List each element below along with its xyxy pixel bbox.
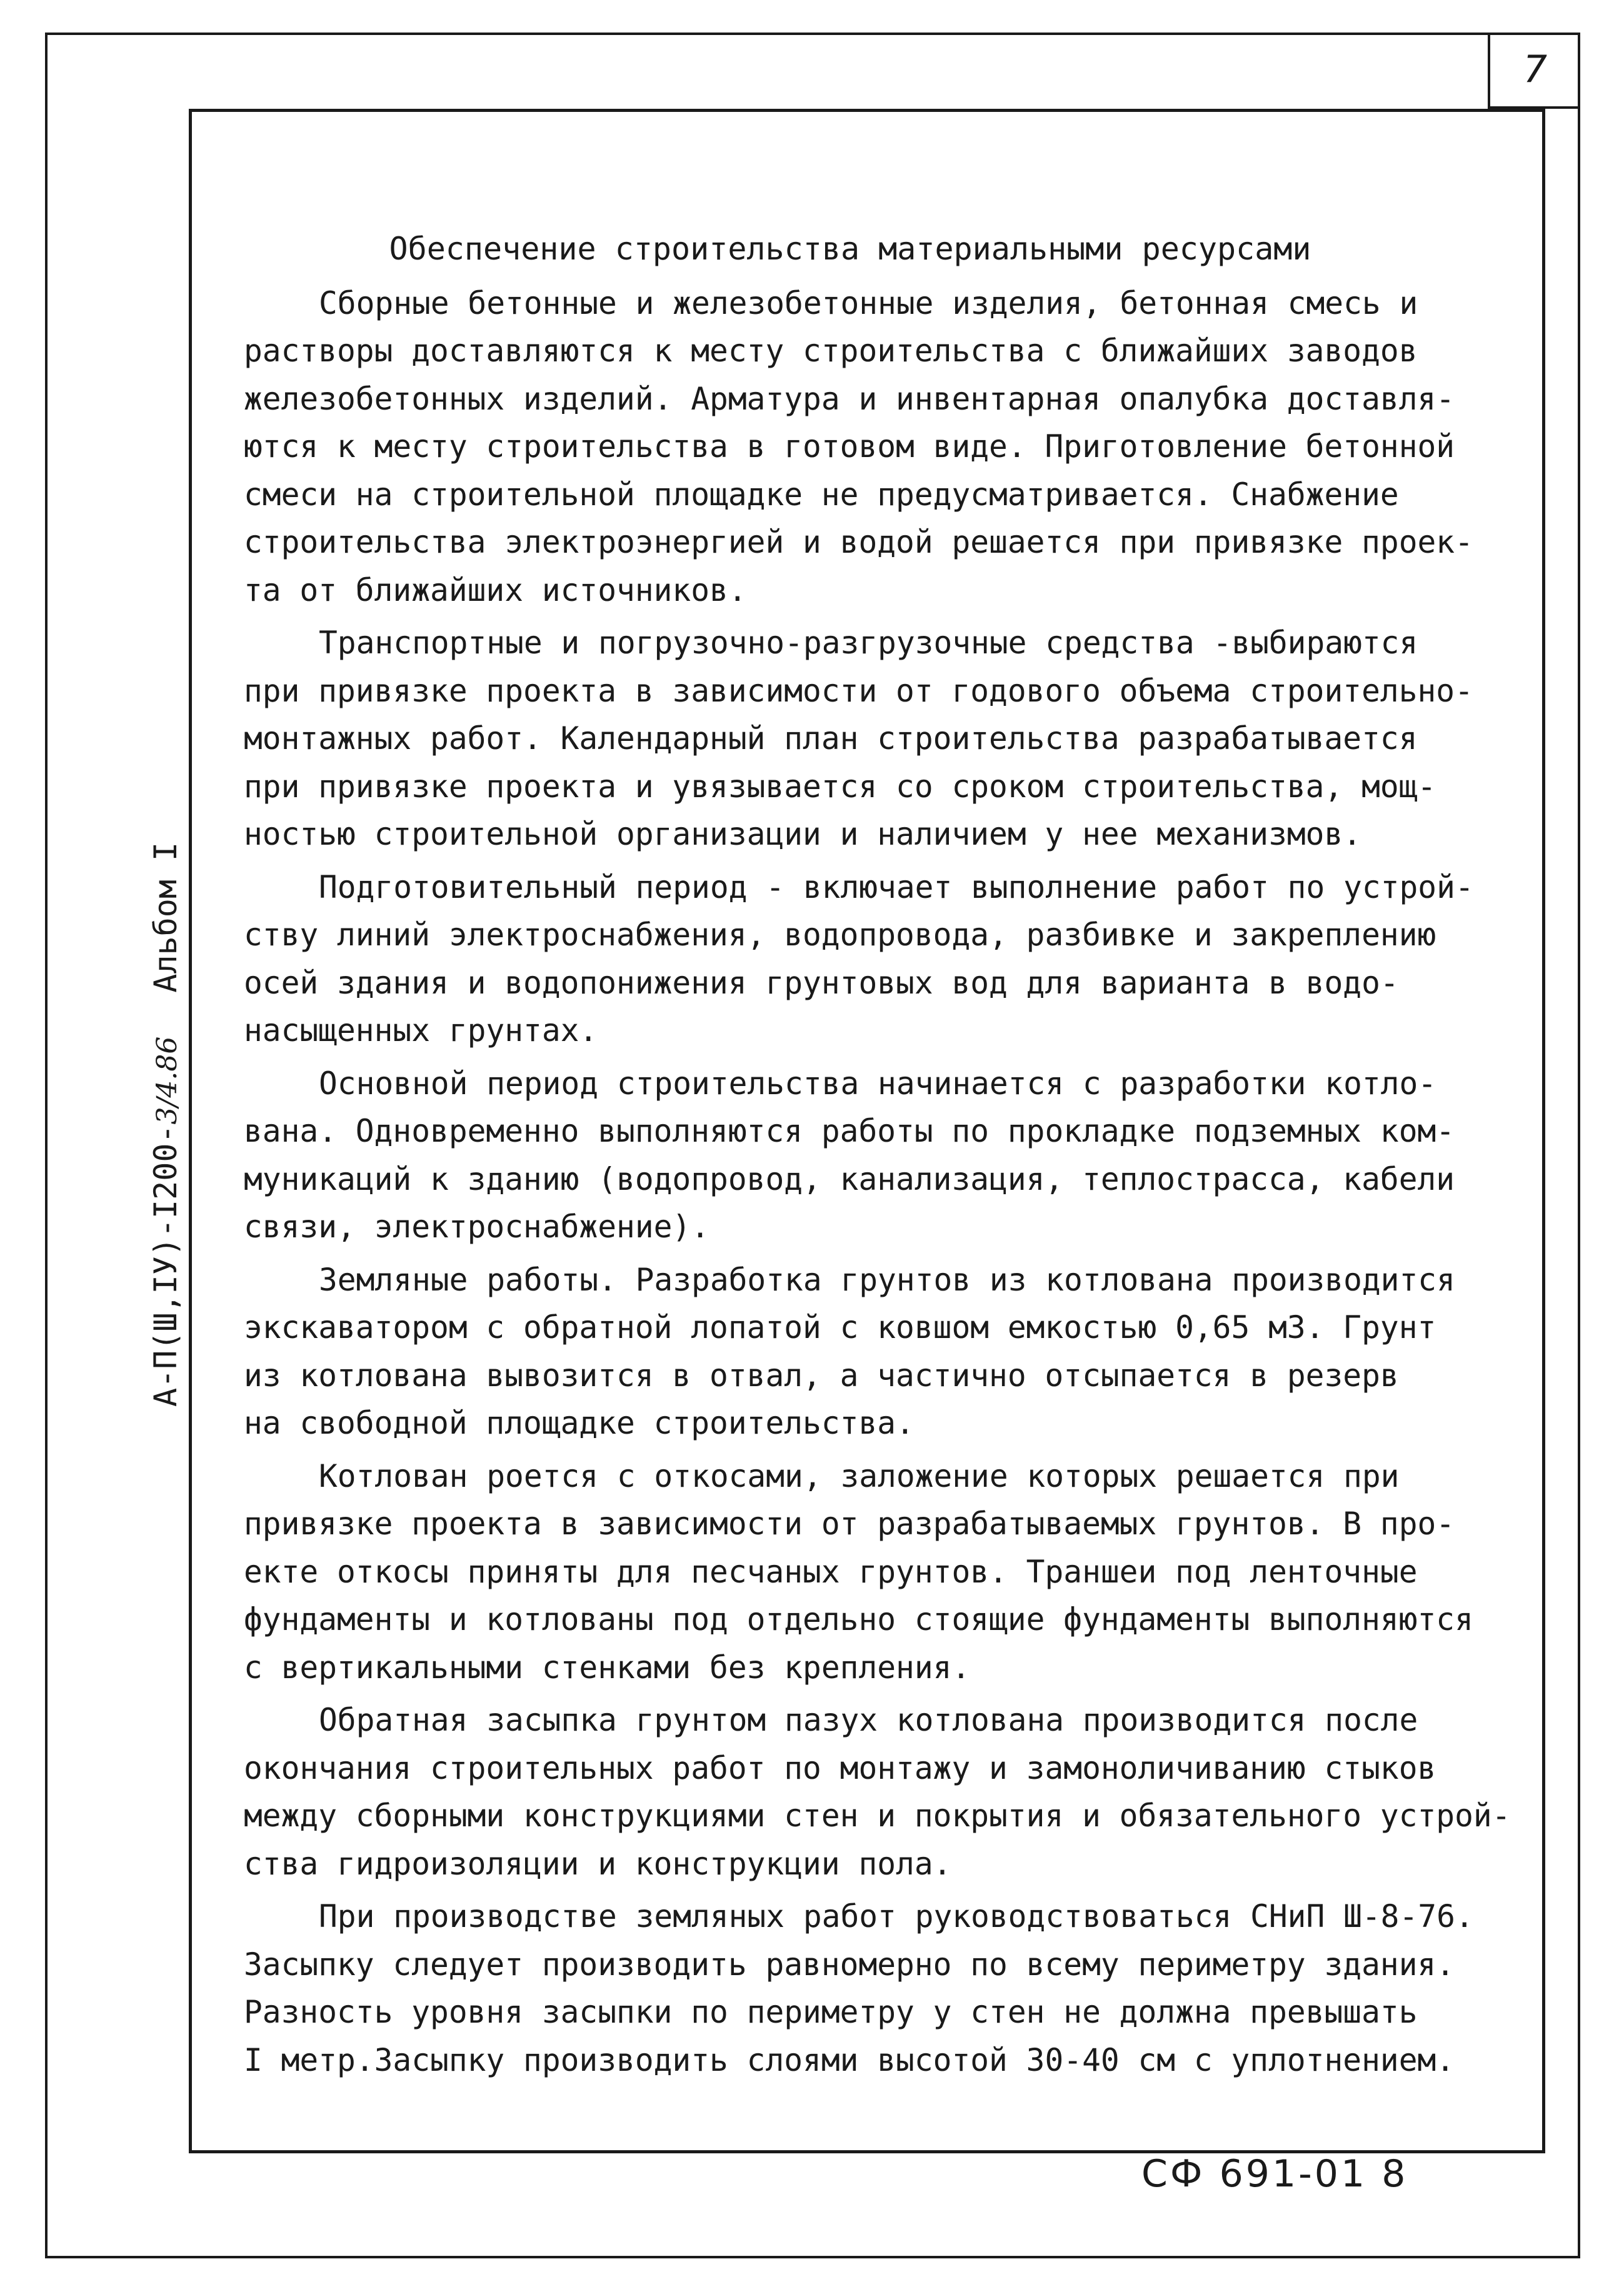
side-stamp-code	[148, 1037, 184, 1407]
paragraph-list	[244, 279, 1525, 2085]
paragraph-line: Котлован роется с откосами, заложение которых решается при	[319, 1457, 1400, 1494]
paragraph-line: Транспортные и погрузочно-разгрузочные средства -выбираются	[319, 625, 1418, 661]
paragraph-line: привязке проекта в зависимости от разрабатываемых грунтов. В про-	[244, 1506, 1455, 1542]
paragraph-line: При производстве земляных работ руководствоваться СНиП Ш-8-76.	[319, 1898, 1474, 1934]
paragraph-line: та от ближайших источников.	[244, 571, 747, 608]
paragraph-line: экскаватором с обратной лопатой с ковшом емкостью 0,65 м3. Грунт	[244, 1309, 1436, 1346]
stamp-handwritten-date: 3/4.86	[151, 1036, 183, 1125]
paragraph-line: между сборными конструкциями стен и покрытия и обязательного устрой-	[244, 1798, 1511, 1834]
paragraph	[244, 1256, 1525, 1447]
document-title: Обеспечение строительства материальными ресурсами	[389, 231, 1311, 267]
paragraph-line: муникаций к зданию (водопровод, канализация, теплострасса, кабели	[244, 1160, 1455, 1197]
paragraph-line: железобетонных изделий. Арматура и инвентарная опалубка доставля-	[244, 380, 1455, 417]
paragraph	[244, 1452, 1525, 1692]
paragraph	[244, 1893, 1525, 2084]
paragraph-line: I метр.Засыпку производить слоями высотой 30-40 см с уплотнением.	[244, 2041, 1455, 2078]
paragraph-line: монтажных работ. Календарный план строительства разрабатывается	[244, 720, 1418, 757]
paragraph-line: смеси на строительной площадке не предусматривается. Снабжение	[244, 476, 1399, 513]
paragraph	[244, 1696, 1525, 1888]
paragraph-line: Засыпку следует производить равномерно по всему периметру здания.	[244, 1946, 1455, 1983]
document-body	[244, 225, 1525, 2089]
paragraph-line: растворы доставляются к месту строительства с ближайших заводов	[244, 333, 1418, 369]
paragraph-line: фундаменты и котлованы под отдельно стоящие фундаменты выполняются	[244, 1601, 1473, 1638]
paragraph-line: ются к месту строительства в готовом виде. Приготовление бетонной	[244, 428, 1455, 465]
paragraph-line: с вертикальными стенками без крепления.	[244, 1649, 971, 1686]
paragraph-line: ства гидроизоляции и конструкции пола.	[244, 1845, 952, 1882]
paragraph-line: Сборные бетонные и железобетонные изделия, бетонная смесь и	[319, 284, 1418, 321]
paragraph-line: ству линий электроснабжения, водопровода, разбивке и закреплению	[244, 917, 1436, 953]
paragraph-line: осей здания и водопонижения грунтовых вод для варианта в водо-	[244, 964, 1399, 1001]
stamp-code-text: А-П(Ш,IУ)-I200-	[148, 1124, 184, 1407]
document-code: СФ 691-01 8	[1141, 2152, 1408, 2196]
paragraph-line: связи, электроснабжение).	[244, 1209, 710, 1245]
paragraph-line: на свободной площадке строительства.	[244, 1405, 915, 1441]
side-stamp-album: Альбом I	[148, 842, 184, 993]
paragraph-line: из котлована вывозится в отвал, а частично отсыпается в резерв	[244, 1357, 1399, 1394]
paragraph-line: при привязке проекта и увязывается со сроком строительства, мощ-	[244, 768, 1436, 805]
paragraph-line: при привязке проекта в зависимости от годового объема строительно-	[244, 672, 1473, 709]
paragraph-line: Подготовительный период - включает выполнение работ по устрой-	[319, 868, 1474, 905]
paragraph-line: екте откосы приняты для песчаных грунтов. Траншеи под ленточные	[244, 1553, 1418, 1590]
paragraph-line: насыщенных грунтах.	[244, 1012, 598, 1049]
paragraph	[244, 279, 1525, 615]
paragraph	[244, 1060, 1525, 1251]
paragraph-line: Земляные работы. Разработка грунтов из котлована производится	[319, 1261, 1455, 1298]
paragraph-line: ностью строительной организации и наличием у нее механизмов.	[244, 816, 1362, 852]
page-number: 7	[1488, 33, 1580, 109]
paragraph-line: Разность уровня засыпки по периметру у стен не должна превышать	[244, 1994, 1418, 2030]
paragraph	[244, 863, 1525, 1055]
paragraph-line: вана. Одновременно выполняются работы по прокладке подземных ком-	[244, 1113, 1455, 1149]
paragraph-line: Основной период строительства начинается с разработки котло-	[319, 1065, 1437, 1102]
paragraph-line: Обратная засыпка грунтом пазух котлована производится после	[319, 1702, 1418, 1738]
paragraph	[244, 619, 1525, 858]
side-stamp	[144, 469, 188, 1407]
paragraph-line: окончания строительных работ по монтажу и замоноличиванию стыков	[244, 1749, 1436, 1786]
paragraph-line: строительства электроэнергией и водой решается при привязке проек-	[244, 524, 1473, 560]
